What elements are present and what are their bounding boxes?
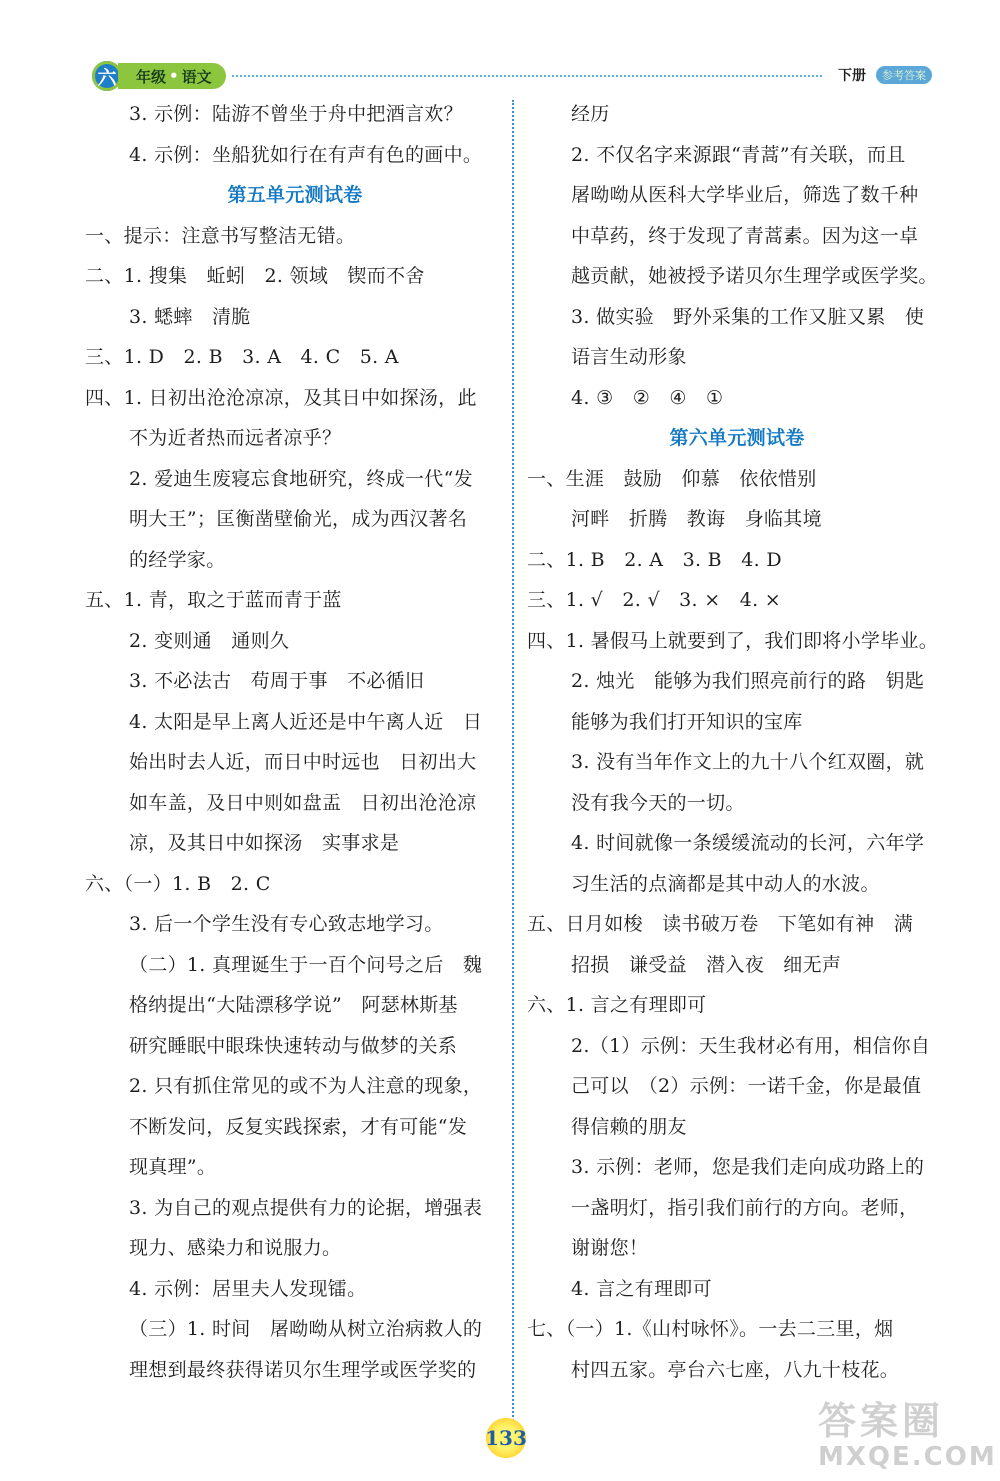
grade-label: 年级 [136, 67, 167, 86]
answer-line: 屠呦呦从医科大学毕业后，筛选了数千种 [571, 184, 919, 206]
answer-line: 现力、感染力和说服力。 [129, 1237, 342, 1259]
answer-line: 中草药，终于发现了青蒿素。因为这一卓 [571, 224, 919, 247]
answer-line: 四、1. 日初出沧沧凉凉，及其日中如探汤，此 [85, 386, 477, 409]
answer-line: 4. 示例：坐船犹如行在有声有色的画中。 [129, 143, 483, 166]
answer-line: 格纳提出“大陆漂移学说” 阿瑟林斯基 [129, 994, 458, 1016]
section-title: 第五单元测试卷 [227, 184, 363, 206]
answer-line: 3. 后一个学生没有专心致志地学习。 [129, 913, 444, 935]
answer-line: 4. 言之有理即可 [571, 1277, 712, 1300]
watermark-top: 答案圈 [818, 1399, 945, 1443]
answer-line: 一盏明灯，指引我们前行的方向。老师， [571, 1196, 919, 1219]
page-header [0, 0, 1000, 100]
subject-label: 语文 [181, 67, 212, 86]
answer-line: 3. 示例：陆游不曾坐于舟中把酒言欢？ [129, 103, 463, 125]
answer-line: 2.（1）示例：天生我材必有用，相信你自 [571, 1034, 931, 1057]
answer-line: 4. 示例：居里夫人发现镭。 [129, 1277, 367, 1300]
answer-line: 凉，及其日中如探汤 实事求是 [129, 832, 400, 854]
answer-line: 2. 变则通 通则久 [129, 629, 290, 652]
answer-line: （三）1. 时间 屠呦呦从树立治病救人的 [129, 1318, 483, 1340]
answer-line: 明大王”；匡衡凿壁偷光，成为西汉著名 [129, 508, 468, 530]
answer-line: 己可以 （2）示例：一诺千金，你是最值 [571, 1075, 922, 1097]
answer-line: 六、（一）1. B 2. C [85, 872, 271, 895]
volume-label: 下册 [838, 68, 866, 84]
answer-line: 二、1. 搜集 蚯蚓 2. 领域 锲而不舍 [85, 265, 425, 287]
answer-line: 村四五家。亭台六七座，八九十枝花。 [571, 1358, 900, 1381]
answer-line: 不断发问，反复实践探索，才有可能“发 [129, 1115, 468, 1138]
header-dotted-line [232, 75, 822, 77]
answer-line: 六、1. 言之有理即可 [527, 994, 707, 1016]
answer-line: 越贡献，她被授予诺贝尔生理学或医学奖。 [571, 265, 938, 287]
answer-line: 二、1. B 2. A 3. B 4. D [527, 548, 782, 571]
answer-line: 3. 不必法古 苟周于事 不必循旧 [129, 670, 425, 692]
answer-line: 4. 时间就像一条缓缓流动的长河，六年学 [571, 832, 925, 854]
answer-line: 4. 太阳是早上离人近还是中午离人近 日 [129, 710, 483, 733]
answer-line: 研究睡眠中眼珠快速转动与做梦的关系 [129, 1034, 458, 1057]
answer-line: 谢谢您！ [571, 1237, 649, 1259]
answer-line: 3. 示例：老师，您是我们走向成功路上的 [571, 1156, 925, 1178]
answer-line: 3. 做实验 野外采集的工作又脏又累 使 [571, 305, 925, 328]
separator-dot: • [169, 67, 179, 85]
answer-line: 一、提示：注意书写整洁无错。 [85, 224, 356, 247]
answer-line: 3. 为自己的观点提供有力的论据，增强表 [129, 1196, 483, 1219]
answer-line: 一、生涯 鼓励 仰慕 依依惜别 [527, 467, 817, 490]
answer-line: 2. 不仅名字来源跟“青蒿”有关联，而且 [571, 143, 906, 166]
answer-line: 三、1. D 2. B 3. A 4. C 5. A [85, 346, 399, 368]
answer-line: 2. 爱迪生废寝忘食地研究，终成一代“发 [129, 467, 473, 490]
answer-line: 2. 烛光 能够为我们照亮前行的路 钥匙 [571, 670, 925, 692]
answer-line: 始出时去人近，而日中时远也 日初出大 [129, 751, 477, 773]
page-number: 133 [486, 1418, 526, 1458]
answer-line: 3. 没有当年作文上的九十八个红双圈，就 [571, 751, 925, 773]
answer-line: （二）1. 真理诞生于一百个问号之后 魏 [129, 953, 483, 976]
answer-line: 河畔 折腾 教诲 身临其境 [571, 508, 822, 530]
answer-line: 没有我今天的一切。 [571, 791, 745, 814]
watermark-bottom: MXQE.COM [818, 1442, 997, 1472]
answer-line: 如车盖，及日中则如盘盂 日初出沧沧凉 [129, 791, 477, 814]
answer-line: 招损 谦受益 潜入夜 细无声 [571, 953, 842, 976]
answer-line: 习生活的点滴都是其中动人的水波。 [571, 872, 880, 895]
subject-tab [118, 63, 226, 89]
answer-line: 2. 只有抓住常见的或不为人注意的现象， [129, 1075, 483, 1097]
answer-line: 4. ③ ② ④ ① [571, 386, 724, 409]
answer-line: 五、日月如梭 读书破万卷 下笔如有神 满 [527, 913, 914, 935]
grade-badge: 六 [92, 61, 122, 91]
answer-line: 四、1. 暑假马上就要到了，我们即将小学毕业。 [527, 629, 939, 652]
section-title: 第六单元测试卷 [669, 427, 805, 449]
answer-line: 得信赖的朋友 [571, 1115, 687, 1138]
column-divider [512, 100, 514, 1425]
answer-line: 七、（一）1.《山村咏怀》。一去二三里，烟 [527, 1318, 894, 1340]
answer-line: 3. 蟋蟀 清脆 [129, 305, 251, 328]
answer-line: 能够为我们打开知识的宝库 [571, 710, 803, 733]
right-column [527, 94, 947, 1390]
watermark-logo [818, 1399, 997, 1475]
answer-line: 的经学家。 [129, 548, 226, 571]
answer-line: 经历 [571, 103, 610, 125]
answer-line: 三、1. √ 2. √ 3. × 4. × [527, 589, 782, 611]
answer-line: 五、1. 青，取之于蓝而青于蓝 [85, 589, 342, 611]
answer-line: 现真理”。 [129, 1156, 217, 1178]
answer-tag: 参考答案 [876, 66, 932, 84]
answer-line: 语言生动形象 [571, 346, 687, 368]
left-column [85, 94, 505, 1390]
answer-line: 不为近者热而远者凉乎？ [129, 427, 342, 449]
answer-line: 理想到最终获得诺贝尔生理学或医学奖的 [129, 1358, 477, 1381]
